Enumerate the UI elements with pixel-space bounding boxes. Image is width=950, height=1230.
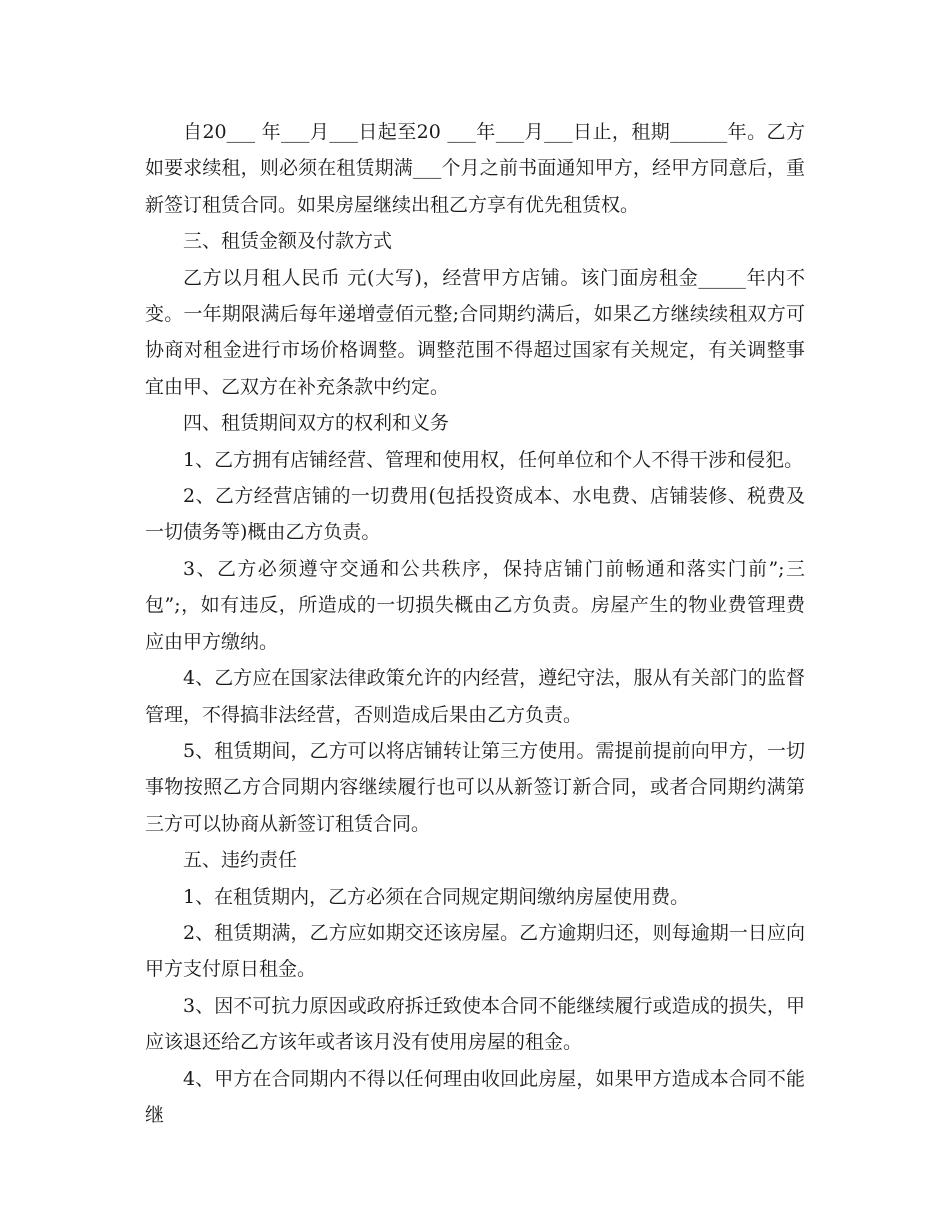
paragraph-clause-4-1: 1、乙方拥有店铺经营、管理和使用权，任何单位和个人不得干涉和侵犯。 bbox=[183, 448, 804, 471]
paragraph-clause-4-2: 2、乙方经营店铺的一切费用(包括投资成本、水电费、店铺装修、税费及一切债务等)概由乙方负责。 bbox=[145, 485, 805, 544]
paragraph-clause-5-4: 4、甲方在合同期内不得以任何理由收回此房屋，如果甲方造成本合同不能继 bbox=[145, 1067, 805, 1126]
paragraph-rent-amount: 乙方以月租人民币 元(大写)，经营甲方店铺。该门面房租金_____年内不变。一年期限满后每年递增壹佰元整;合同期约满后，如果乙方继续续租双方可协商对租金进行市场价格调整。调整范围不得超过国家有关规定，有关调整事宜由甲、乙双方在补充条款中约定。 bbox=[145, 266, 805, 398]
document-body bbox=[145, 114, 805, 1133]
section-heading-rent-payment: 三、租赁金额及付款方式 bbox=[183, 230, 393, 253]
paragraph-clause-4-3: 3、乙方必须遵守交通和公共秩序，保持店铺门前畅通和落实门前”;三包”;，如有违反，所造成的一切损失概由乙方负责。房屋产生的物业费管理费应由甲方缴纳。 bbox=[145, 557, 805, 653]
paragraph-clause-5-3: 3、因不可抗力原因或政府拆迁致使本合同不能继续履行或造成的损失，甲应该退还给乙方该年或者该月没有使用房屋的租金。 bbox=[145, 994, 805, 1054]
section-heading-breach-liability: 五、违约责任 bbox=[183, 849, 298, 872]
paragraph-clause-4-4: 4、乙方应在国家法律政策允许的内经营，遵纪守法，服从有关部门的监督管理，不得搞非法经营，否则造成后果由乙方负责。 bbox=[145, 667, 805, 726]
section-heading-rights-obligations: 四、租赁期间双方的权利和义务 bbox=[183, 412, 450, 435]
paragraph-clause-4-5: 5、租赁期间，乙方可以将店铺转让第三方使用。需提前提前向甲方，一切事物按照乙方合同期内容继续履行也可以从新签订新合同，或者合同期约满第三方可以协商从新签订租赁合同。 bbox=[145, 739, 805, 835]
paragraph-clause-5-2: 2、租赁期满，乙方应如期交还该房屋。乙方逾期归还，则每逾期一日应向甲方支付原日租金。 bbox=[145, 921, 805, 981]
paragraph-lease-term: 自20___ 年___月___日起至20 ___年___月___日止，租期______年。乙方如要求续租，则必须在租赁期满___个月之前书面通知甲方，经甲方同意后，重新签订租赁合同。如果房屋继续出租乙方享有优先租赁权。 bbox=[145, 121, 805, 216]
paragraph-clause-5-1: 1、在租赁期内，乙方必须在合同规定期间缴纳房屋使用费。 bbox=[183, 885, 690, 908]
